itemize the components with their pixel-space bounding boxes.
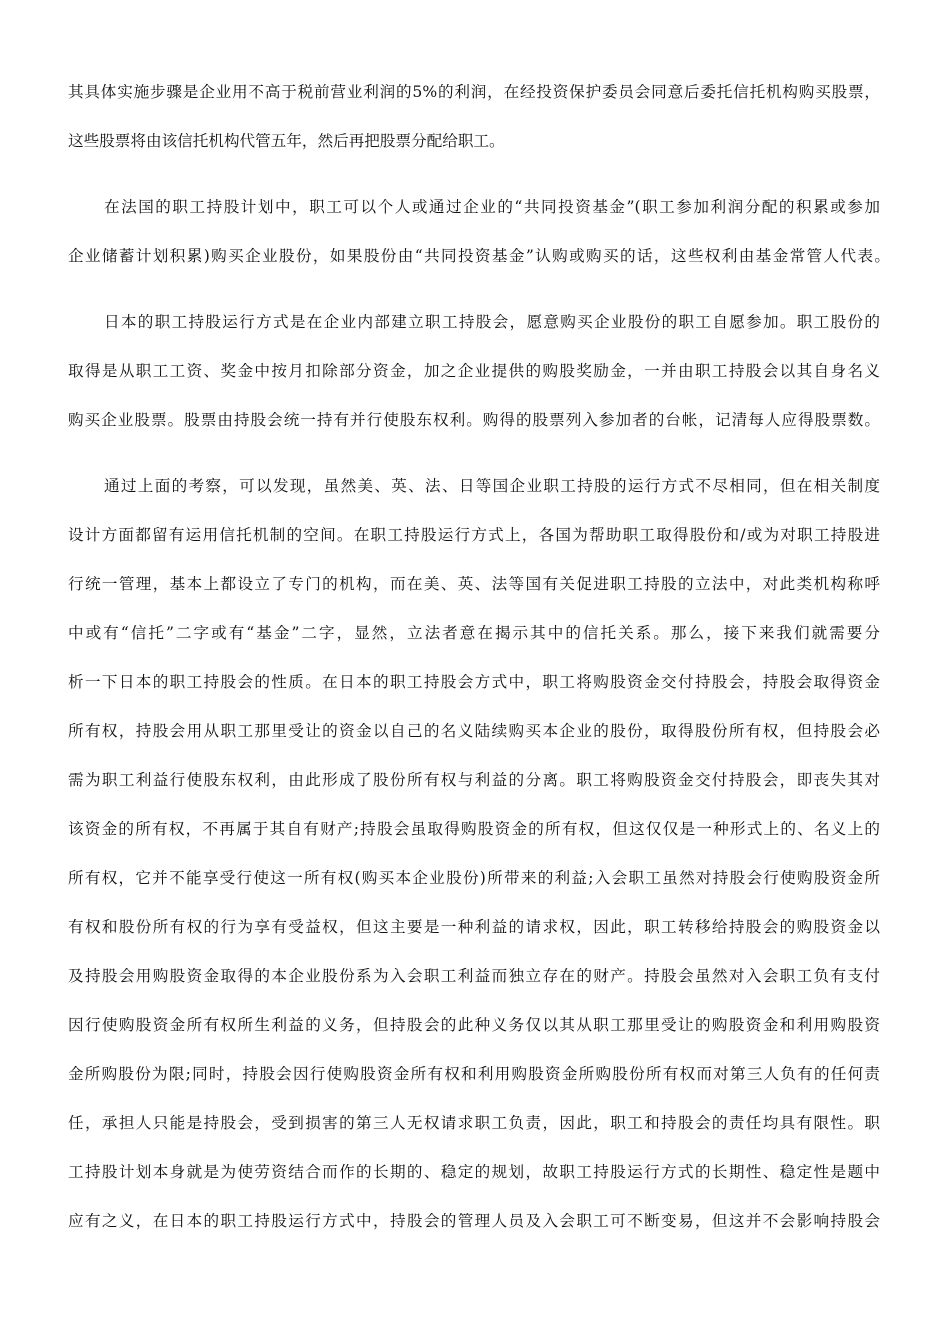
paragraph-4-line-9: 所有权，它并不能享受行使这一所有权(购买本企业股份)所带来的利益;入会职工虽然对持股会行使购股资金所: [68, 869, 880, 887]
paragraph-4-line-4: 中或有“信托”二字或有“基金”二字，显然，立法者意在揭示其中的信托关系。那么，接下来我们就需要分: [68, 624, 880, 642]
paragraph-4-line-14: 任，承担人只能是持股会，受到损害的第三人无权请求职工负责，因此，职工和持股会的责任均具有限性。职: [68, 1114, 880, 1132]
paragraph-4-line-15: 工持股计划本身就是为使劳资结合而作的长期的、稳定的规划，故职工持股运行方式的长期性、稳定性是题中: [68, 1163, 880, 1181]
paragraph-4-line-8: 该资金的所有权，不再属于其自有财产;持股会虽取得购股资金的所有权，但这仅仅是一种形式上的、名义上的: [68, 820, 880, 838]
paragraph-4-line-16: 应有之义，在日本的职工持股运行方式中，持股会的管理人员及入会职工可不断变易，但这并不会影响持股会: [68, 1212, 880, 1230]
paragraph-4-line-10: 有权和股份所有权的行为享有受益权，但这主要是一种利益的请求权，因此，职工转移给持股会的购股资金以: [68, 918, 880, 936]
paragraph-4-line-6: 所有权，持股会用从职工那里受让的资金以自己的名义陆续购买本企业的股份，取得股份所有权，但持股会必: [68, 722, 880, 740]
paragraph-4-line-7: 需为职工利益行使股东权利，由此形成了股份所有权与利益的分离。职工将购股资金交付持股会，即丧失其对: [68, 771, 880, 789]
paragraph-4-line-5: 析一下日本的职工持股会的性质。在日本的职工持股会方式中，职工将购股资金交付持股会，持股会取得资金: [68, 673, 880, 691]
paragraph-4-line-1: 通过上面的考察，可以发现，虽然美、英、法、日等国企业职工持股的运行方式不尽相同，但在相关制度: [104, 477, 880, 495]
paragraph-3-line-3: 购买企业股票。股票由持股会统一持有并行使股东权利。购得的股票列入参加者的台帐，记清每人应得股票数。: [68, 411, 880, 429]
paragraph-4-line-11: 及持股会用购股资金取得的本企业股份系为入会职工利益而独立存在的财产。持股会虽然对入会职工负有支付: [68, 967, 880, 985]
paragraph-4-line-12: 因行使购股资金所有权所生利益的义务，但持股会的此种义务仅以其从职工那里受让的购股资金和利用购股资: [68, 1016, 880, 1034]
paragraph-4-line-13: 金所购股份为限;同时，持股会因行使购股资金所有权和利用购股资金所购股份所有权而对第三人负有的任何责: [68, 1065, 880, 1083]
paragraph-3-line-1: 日本的职工持股运行方式是在企业内部建立职工持股会，愿意购买企业股份的职工自愿参加。职工股份的: [104, 313, 880, 331]
paragraph-2-line-1: 在法国的职工持股计划中，职工可以个人或通过企业的“共同投资基金”(职工参加利润分配的积累或参加: [104, 198, 880, 216]
paragraph-1-line-1: 其具体实施步骤是企业用不高于税前营业利润的5%的利润，在经投资保护委员会同意后委托信托机构购买股票，: [68, 83, 880, 101]
paragraph-3-line-2: 取得是从职工工资、奖金中按月扣除部分资金，加之企业提供的购股奖励金，一并由职工持股会以其自身名义: [68, 362, 880, 380]
paragraph-4-line-3: 行统一管理，基本上都设立了专门的机构，而在美、英、法等国有关促进职工持股的立法中，对此类机构称呼: [68, 575, 880, 593]
paragraph-4-line-2: 设计方面都留有运用信托机制的空间。在职工持股运行方式上，各国为帮助职工取得股份和/或为对职工持股进: [68, 526, 880, 544]
paragraph-2-line-2: 企业储蓄计划积累)购买企业股份，如果股份由“共同投资基金”认购或购买的话，这些权利由基金常管人代表。: [68, 247, 890, 265]
paragraph-1-line-2: 这些股票将由该信托机构代管五年，然后再把股票分配给职工。: [68, 132, 505, 150]
